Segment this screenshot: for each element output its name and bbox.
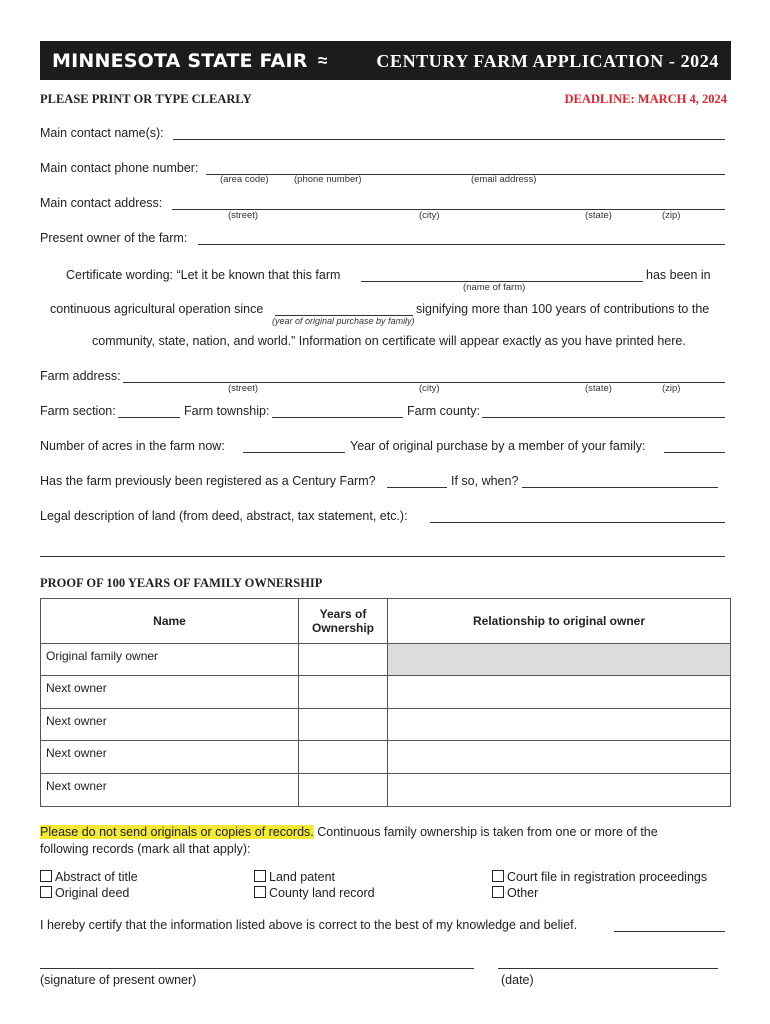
registered-field[interactable]	[387, 487, 447, 488]
acres-field[interactable]	[243, 452, 345, 453]
farm-zip-caption: (zip)	[662, 383, 681, 394]
farm-township-field[interactable]	[272, 417, 403, 418]
checkbox[interactable]	[492, 886, 504, 898]
years-header-line1: Years of	[319, 607, 367, 621]
fair-logo: MINNESOTA STATE FAIR	[52, 50, 308, 72]
registered-when-field[interactable]	[522, 487, 718, 488]
relationship-cell-disabled	[388, 644, 731, 676]
land-patent-label: Land patent	[269, 870, 336, 884]
certificate-wording-signifying: signifying more than 100 years of contributions to the	[416, 302, 710, 316]
contact-phone-field[interactable]	[206, 174, 725, 175]
header-bar	[40, 41, 731, 80]
relationship-cell[interactable]	[388, 676, 731, 709]
records-warning-highlight: Please do not send originals or copies of records.	[40, 825, 314, 839]
form-title: CENTURY FARM APPLICATION - 2024	[376, 51, 719, 71]
owner-name-cell[interactable]: Next owner	[41, 676, 299, 709]
certificate-wording-has-been: has been in	[646, 268, 711, 282]
farm-township-label: Farm township:	[184, 404, 270, 418]
zip-caption: (zip)	[662, 210, 681, 221]
land-patent-checkbox-option[interactable]	[254, 870, 335, 884]
contact-names-label: Main contact name(s):	[40, 126, 164, 140]
years-column-header	[299, 599, 388, 644]
county-record-checkbox-option[interactable]	[254, 886, 375, 900]
street-caption: (street)	[228, 210, 259, 221]
certificate-wording-since: continuous agricultural operation since	[50, 302, 264, 316]
email-caption: (email address)	[471, 174, 537, 185]
relationship-column-header: Relationship to original owner	[388, 599, 731, 644]
state-caption: (state)	[585, 210, 612, 221]
phone-number-caption: (phone number)	[294, 174, 362, 185]
year-original-label: Year of original purchase by a member of your family:	[350, 439, 646, 453]
farm-city-caption: (city)	[419, 383, 440, 394]
original-deed-checkbox-option[interactable]	[40, 886, 129, 900]
legal-description-field[interactable]	[430, 522, 725, 523]
years-cell[interactable]	[299, 709, 388, 741]
year-purchase-caption: (year of original purchase by family)	[272, 316, 415, 326]
records-note-text: Continuous family ownership is taken from one or more of the	[313, 825, 658, 839]
years-cell[interactable]	[299, 741, 388, 774]
owner-name-cell[interactable]: Next owner	[41, 709, 299, 741]
signature-field[interactable]	[40, 968, 474, 969]
year-original-field[interactable]	[664, 452, 725, 453]
registered-label: Has the farm previously been registered as a Century Farm?	[40, 474, 376, 488]
city-caption: (city)	[419, 210, 440, 221]
relationship-cell[interactable]	[388, 741, 731, 774]
if-so-label: If so, when?	[451, 474, 519, 488]
name-of-farm-caption: (name of farm)	[463, 282, 526, 293]
logo-wave-icon: ≈	[318, 51, 328, 70]
contact-names-field[interactable]	[173, 139, 725, 140]
signature-caption: (signature of present owner)	[40, 973, 197, 987]
present-owner-label: Present owner of the farm:	[40, 231, 188, 245]
county-record-label: County land record	[269, 886, 375, 900]
owner-name-cell[interactable]: Next owner	[41, 774, 299, 807]
contact-address-label: Main contact address:	[40, 196, 163, 210]
relationship-cell[interactable]	[388, 709, 731, 741]
other-label: Other	[507, 886, 539, 900]
farm-street-caption: (street)	[228, 383, 259, 394]
checkbox[interactable]	[254, 870, 266, 882]
farm-section-label: Farm section:	[40, 404, 116, 418]
farm-county-field[interactable]	[482, 417, 725, 418]
certify-statement: I hereby certify that the information listed above is correct to the best of my knowledge and belief.	[40, 918, 578, 932]
years-cell[interactable]	[299, 774, 388, 807]
checkbox[interactable]	[40, 886, 52, 898]
legal-description-label: Legal description of land (from deed, abstract, tax statement, etc.):	[40, 509, 408, 523]
legal-description-field-2[interactable]	[40, 556, 725, 557]
records-note	[40, 825, 658, 839]
checkbox[interactable]	[40, 870, 52, 882]
original-deed-label: Original deed	[55, 886, 130, 900]
table-row	[41, 676, 731, 709]
farm-address-label: Farm address:	[40, 369, 121, 383]
owner-name-cell[interactable]: Original family owner	[41, 644, 299, 676]
court-file-label: Court file in registration proceedings	[507, 870, 708, 884]
checkbox[interactable]	[492, 870, 504, 882]
proof-heading: PROOF OF 100 YEARS OF FAMILY OWNERSHIP	[40, 576, 323, 590]
deadline: DEADLINE: MARCH 4, 2024	[564, 92, 727, 106]
print-note: PLEASE PRINT OR TYPE CLEARLY	[40, 92, 252, 106]
date-caption: (date)	[501, 973, 534, 987]
abstract-checkbox-option[interactable]	[40, 870, 138, 884]
court-file-checkbox-option[interactable]	[492, 870, 707, 884]
acres-label: Number of acres in the farm now:	[40, 439, 225, 453]
certificate-wording-end: community, state, nation, and world.” Information on certificate will appear exactly as you have printed here.	[92, 334, 686, 348]
certify-initials-field[interactable]	[614, 931, 725, 932]
area-code-caption: (area code)	[220, 174, 269, 185]
date-field[interactable]	[498, 968, 718, 969]
table-row	[41, 774, 731, 807]
ownership-header-row	[41, 599, 731, 644]
records-note-line2: following records (mark all that apply):	[40, 842, 251, 856]
relationship-cell[interactable]	[388, 774, 731, 807]
farm-county-label: Farm county:	[407, 404, 480, 418]
certificate-wording-start: Certificate wording: “Let it be known that this farm	[66, 268, 341, 282]
years-cell[interactable]	[299, 644, 388, 676]
present-owner-field[interactable]	[198, 244, 725, 245]
abstract-label: Abstract of title	[55, 870, 138, 884]
farm-state-caption: (state)	[585, 383, 612, 394]
table-row	[41, 644, 731, 676]
table-row	[41, 741, 731, 774]
ownership-table	[40, 598, 731, 807]
years-header-line2: Ownership	[311, 621, 374, 635]
checkbox[interactable]	[254, 886, 266, 898]
table-row	[41, 709, 731, 741]
owner-name-cell[interactable]: Next owner	[41, 741, 299, 774]
farm-section-field[interactable]	[118, 417, 180, 418]
other-checkbox-option[interactable]	[492, 886, 538, 900]
contact-phone-label: Main contact phone number:	[40, 161, 199, 175]
years-cell[interactable]	[299, 676, 388, 709]
name-column-header: Name	[41, 599, 299, 644]
